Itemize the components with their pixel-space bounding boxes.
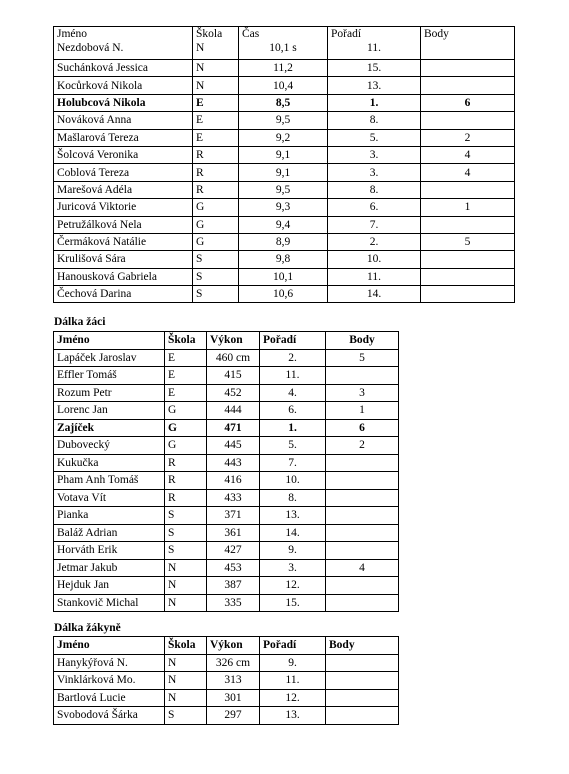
name-cell: Lorenc Jan [54, 402, 165, 420]
points-cell: 6 [326, 419, 399, 437]
rank-cell: 13. [260, 707, 326, 725]
name-cell: Pham Anh Tomáš [54, 472, 165, 490]
performance-cell: 471 [207, 419, 260, 437]
table-row [54, 181, 515, 198]
school-cell: G [165, 402, 207, 420]
points-cell: 3 [326, 384, 399, 402]
table-row [54, 402, 399, 420]
rank-cell: 9. [260, 654, 326, 672]
rank-cell: 3. [328, 146, 421, 163]
time-cell: 9,1 [239, 164, 328, 181]
name-cell: Coblová Tereza [54, 164, 193, 181]
rank-cell: 8. [328, 181, 421, 198]
points-cell [326, 472, 399, 490]
name-cell: Bartlová Lucie [54, 689, 165, 707]
school-cell: R [165, 489, 207, 507]
school-cell: E [165, 384, 207, 402]
table-row [54, 489, 399, 507]
school-cell: E [193, 129, 239, 146]
school-cell: S [165, 507, 207, 525]
performance-cell: 453 [207, 559, 260, 577]
name-cell: Hanykýřová N. [54, 654, 165, 672]
points-cell: 2 [326, 437, 399, 455]
column-header-points: Body [326, 637, 399, 655]
points-cell [421, 77, 515, 94]
name-cell: Zajíček [54, 419, 165, 437]
name-cell: Nováková Anna [54, 112, 193, 129]
table-row [54, 577, 399, 595]
name-cell: Čermáková Natálie [54, 233, 193, 250]
points-cell [326, 454, 399, 472]
column-header-name: Jméno [54, 637, 165, 655]
time-cell: 9,1 [239, 146, 328, 163]
time-cell: 11,2 [239, 60, 328, 77]
table-row [54, 199, 515, 216]
points-cell [326, 507, 399, 525]
name-cell: Hejduk Jan [54, 577, 165, 595]
table-row [54, 384, 399, 402]
school-cell: R [193, 146, 239, 163]
rank-cell [328, 27, 421, 60]
name-cell: Lapáček Jaroslav [54, 349, 165, 367]
school-cell: S [165, 707, 207, 725]
rank-cell: 7. [328, 216, 421, 233]
table-row [54, 129, 515, 146]
points-cell [326, 524, 399, 542]
school-cell: S [193, 286, 239, 303]
points-cell [421, 286, 515, 303]
rank-cell: 15. [328, 60, 421, 77]
name-cell: Mašlarová Tereza [54, 129, 193, 146]
time-cell: 9,8 [239, 251, 328, 268]
school-cell: N [165, 577, 207, 595]
school-cell: G [193, 216, 239, 233]
name-cell: Dubovecký [54, 437, 165, 455]
rank-cell: 5. [260, 437, 326, 455]
rank-cell: 5. [328, 129, 421, 146]
table-row [54, 60, 515, 77]
table-row [54, 524, 399, 542]
name-cell: Krulišová Sára [54, 251, 193, 268]
name-cell: Marešová Adéla [54, 181, 193, 198]
points-cell: 5 [421, 233, 515, 250]
name-cell: Rozum Petr [54, 384, 165, 402]
performance-cell: 335 [207, 594, 260, 612]
performance-cell: 371 [207, 507, 260, 525]
performance-cell: 297 [207, 707, 260, 725]
rank-cell: 11. [328, 268, 421, 285]
table-row [54, 559, 399, 577]
column-header-rank: Pořadí [331, 28, 362, 40]
table-row [54, 367, 399, 385]
table-row [54, 454, 399, 472]
table-row [54, 507, 399, 525]
school-cell: S [165, 542, 207, 560]
school-value: N [196, 42, 205, 54]
school-cell: G [193, 199, 239, 216]
points-cell [326, 542, 399, 560]
time-cell: 8,9 [239, 233, 328, 250]
points-cell: 4 [421, 164, 515, 181]
table-row [54, 689, 399, 707]
time-cell: 10,6 [239, 286, 328, 303]
time-cell: 9,3 [239, 199, 328, 216]
table-row [54, 472, 399, 490]
rank-cell: 7. [260, 454, 326, 472]
points-cell [326, 672, 399, 690]
performance-cell: 460 cm [207, 349, 260, 367]
rank-cell: 15. [260, 594, 326, 612]
name-cell: Hanousková Gabriela [54, 268, 193, 285]
long-jump-boys-table [53, 331, 399, 612]
school-cell: R [193, 181, 239, 198]
school-cell: R [165, 454, 207, 472]
time-cell: 9,5 [239, 112, 328, 129]
performance-cell: 445 [207, 437, 260, 455]
points-cell: 4 [421, 146, 515, 163]
school-cell: E [193, 94, 239, 111]
rank-cell: 13. [260, 507, 326, 525]
points-cell: 2 [421, 129, 515, 146]
points-cell: 4 [326, 559, 399, 577]
name-cell: Čechová Darina [54, 286, 193, 303]
time-cell: 9,5 [239, 181, 328, 198]
rank-cell: 2. [328, 233, 421, 250]
table-row [54, 164, 515, 181]
section-title-long-jump-girls: Dálka žákyně [54, 622, 121, 634]
long-jump-girls-table [53, 636, 399, 725]
sprint-results-body [54, 27, 515, 303]
points-cell [326, 489, 399, 507]
performance-cell: 313 [207, 672, 260, 690]
points-cell [421, 181, 515, 198]
school-cell: N [165, 689, 207, 707]
name-cell: Vinklárková Mo. [54, 672, 165, 690]
column-header-performance: Výkon [207, 332, 260, 350]
performance-cell: 416 [207, 472, 260, 490]
table-row [54, 437, 399, 455]
points-cell [326, 689, 399, 707]
time-cell: 9,2 [239, 129, 328, 146]
table-row [54, 233, 515, 250]
column-header-points: Body [424, 28, 449, 40]
performance-cell: 443 [207, 454, 260, 472]
rank-cell: 6. [328, 199, 421, 216]
rank-cell: 12. [260, 689, 326, 707]
school-cell: S [165, 524, 207, 542]
rank-cell: 1. [328, 94, 421, 111]
column-header-name: Jméno [57, 28, 88, 40]
performance-cell: 444 [207, 402, 260, 420]
school-cell: R [193, 164, 239, 181]
points-cell [326, 594, 399, 612]
table-row [54, 672, 399, 690]
rank-cell: 14. [328, 286, 421, 303]
column-header-rank: Pořadí [260, 637, 326, 655]
table-row [54, 112, 515, 129]
column-header-name: Jméno [54, 332, 165, 350]
points-cell: 5 [326, 349, 399, 367]
time-cell: 9,4 [239, 216, 328, 233]
rank-cell: 3. [328, 164, 421, 181]
table-row [54, 286, 515, 303]
table-row [54, 707, 399, 725]
name-cell: Pianka [54, 507, 165, 525]
school-cell: G [193, 233, 239, 250]
school-cell: E [165, 367, 207, 385]
table-row [54, 542, 399, 560]
points-cell [326, 654, 399, 672]
table-row [54, 251, 515, 268]
time-cell [239, 27, 328, 60]
rank-cell: 10. [260, 472, 326, 490]
header-row [54, 637, 399, 655]
rank-cell: 12. [260, 577, 326, 595]
rank-cell: 2. [260, 349, 326, 367]
performance-cell: 387 [207, 577, 260, 595]
name-cell: Horváth Erik [54, 542, 165, 560]
points-cell [421, 216, 515, 233]
points-cell [421, 268, 515, 285]
name-cell: Effler Tomáš [54, 367, 165, 385]
column-header-points: Body [326, 332, 399, 350]
performance-cell: 452 [207, 384, 260, 402]
performance-cell: 301 [207, 689, 260, 707]
school-cell: N [165, 672, 207, 690]
rank-cell: 8. [260, 489, 326, 507]
table-row [54, 27, 515, 60]
school-cell: N [193, 77, 239, 94]
table-row [54, 94, 515, 111]
points-cell [421, 251, 515, 268]
school-cell: R [165, 472, 207, 490]
school-cell: N [165, 594, 207, 612]
rank-value: 11. [367, 42, 381, 54]
name-cell: Holubcová Nikola [54, 94, 193, 111]
performance-cell: 433 [207, 489, 260, 507]
column-header-time: Čas [242, 28, 260, 40]
points-cell: 6 [421, 94, 515, 111]
school-cell: N [165, 654, 207, 672]
long-jump-girls-body [54, 637, 399, 725]
column-header-school: Škola [196, 28, 223, 40]
rank-cell: 1. [260, 419, 326, 437]
points-cell: 1 [326, 402, 399, 420]
points-cell [421, 27, 515, 60]
school-cell: N [193, 60, 239, 77]
table-row [54, 349, 399, 367]
time-cell: 10,1 [239, 268, 328, 285]
long-jump-boys-body [54, 332, 399, 612]
table-row [54, 77, 515, 94]
time-cell: 10,4 [239, 77, 328, 94]
rank-cell: 6. [260, 402, 326, 420]
points-cell [421, 112, 515, 129]
school-cell: E [165, 349, 207, 367]
table-row [54, 594, 399, 612]
points-cell: 1 [421, 199, 515, 216]
sprint-results-table [53, 26, 515, 303]
name-cell: Juricová Viktorie [54, 199, 193, 216]
rank-cell: 10. [328, 251, 421, 268]
school-cell: G [165, 437, 207, 455]
school-cell: E [193, 112, 239, 129]
table-row [54, 216, 515, 233]
rank-cell: 9. [260, 542, 326, 560]
column-header-school: Škola [165, 637, 207, 655]
school-cell: S [193, 251, 239, 268]
table-row [54, 268, 515, 285]
name-cell: Kukučka [54, 454, 165, 472]
rank-cell: 11. [260, 672, 326, 690]
rank-cell: 11. [260, 367, 326, 385]
points-cell [326, 577, 399, 595]
performance-cell: 361 [207, 524, 260, 542]
name-cell: Baláž Adrian [54, 524, 165, 542]
name-cell: Petružálková Nela [54, 216, 193, 233]
column-header-school: Škola [165, 332, 207, 350]
rank-cell: 14. [260, 524, 326, 542]
name-value: Nezdobová N. [57, 42, 124, 54]
name-cell: Svobodová Šárka [54, 707, 165, 725]
table-row [54, 654, 399, 672]
rank-cell: 4. [260, 384, 326, 402]
table-row [54, 146, 515, 163]
rank-cell: 3. [260, 559, 326, 577]
time-value: 10,1 s [269, 42, 297, 54]
performance-cell: 326 cm [207, 654, 260, 672]
school-cell: G [165, 419, 207, 437]
name-cell: Suchánková Jessica [54, 60, 193, 77]
name-cell [54, 27, 193, 60]
name-cell: Votava Vít [54, 489, 165, 507]
name-cell: Šolcová Veronika [54, 146, 193, 163]
points-cell [326, 367, 399, 385]
rank-cell: 13. [328, 77, 421, 94]
performance-cell: 427 [207, 542, 260, 560]
column-header-performance: Výkon [207, 637, 260, 655]
name-cell: Stankovič Michal [54, 594, 165, 612]
school-cell [193, 27, 239, 60]
rank-cell: 8. [328, 112, 421, 129]
points-cell [421, 60, 515, 77]
header-row [54, 332, 399, 350]
table-row [54, 419, 399, 437]
name-cell: Jetmar Jakub [54, 559, 165, 577]
column-header-rank: Pořadí [260, 332, 326, 350]
points-cell [326, 707, 399, 725]
school-cell: N [165, 559, 207, 577]
time-cell: 8,5 [239, 94, 328, 111]
performance-cell: 415 [207, 367, 260, 385]
name-cell: Kocůrková Nikola [54, 77, 193, 94]
school-cell: S [193, 268, 239, 285]
section-title-long-jump-boys: Dálka žáci [54, 316, 106, 328]
